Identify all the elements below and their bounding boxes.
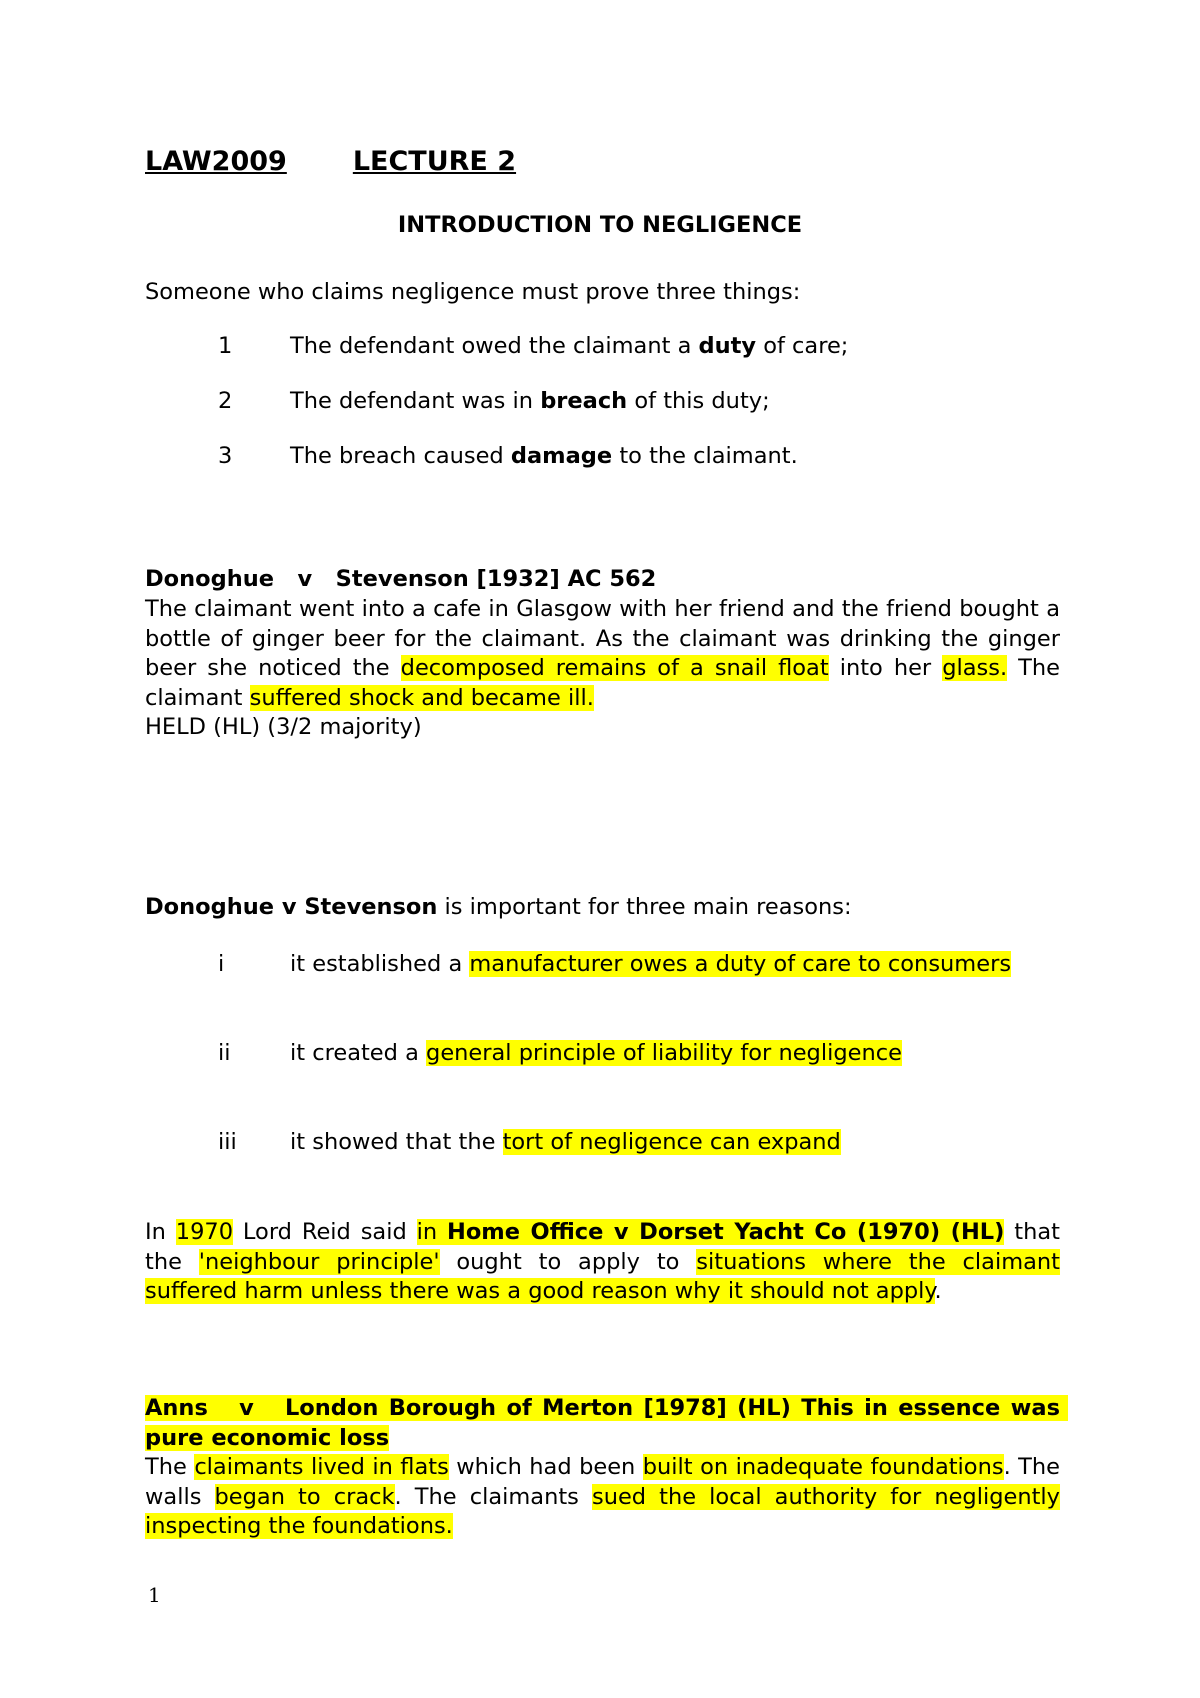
case-heading-anns: Anns v London Borough of Merton [1978] (HL) This in essence was pure economic loss	[145, 1395, 1068, 1451]
element-number: 2	[218, 388, 233, 414]
reason-text: it established a manufacturer owes a duty of care to consumers	[290, 951, 1012, 977]
reason-number: iii	[218, 1129, 237, 1155]
case-heading-donoghue: Donoghue v Stevenson [1932] AC 562	[145, 566, 657, 592]
anns-facts: The claimants lived in flats which had been built on inadequate foundations. The walls began to crack. The claimants sued the local authority for negligently inspecting the foundations.	[145, 1454, 1061, 1539]
donoghue-held: HELD (HL) (3/2 majority)	[145, 714, 422, 740]
donoghue-facts: The claimant went into a cafe in Glasgow with her friend and the friend bought a bottle of ginger beer for the claimant. As the claimant was drinking the ginger beer she noticed the decomposed remains of a snail float into her glass. The claimant suffered shock and became ill.	[145, 596, 1060, 711]
reason-number: i	[218, 951, 225, 977]
lecture-number: LECTURE 2	[352, 146, 517, 177]
home-office-paragraph: In 1970 Lord Reid said in Home Office v Dorset Yacht Co (1970) (HL) that the 'neighbour principle' ought to apply to situations where the claimant suffered harm unless there was a good reason why it should not apply.	[145, 1219, 1060, 1304]
element-number: 3	[218, 443, 233, 469]
element-number: 1	[218, 333, 233, 359]
intro-text: Someone who claims negligence must prove three things:	[145, 279, 801, 305]
element-text: The defendant owed the claimant a duty of care;	[290, 333, 849, 359]
element-text: The breach caused damage to the claimant.	[290, 443, 798, 469]
course-code: LAW2009	[145, 146, 287, 177]
reason-text: it showed that the tort of negligence can expand	[290, 1129, 841, 1155]
reason-text: it created a general principle of liability for negligence	[290, 1040, 902, 1066]
importance-intro: Donoghue v Stevenson is important for three main reasons:	[145, 894, 852, 920]
page-title: INTRODUCTION TO NEGLIGENCE	[397, 212, 803, 238]
element-text: The defendant was in breach of this duty;	[290, 388, 770, 414]
lecture-title-row	[145, 146, 516, 177]
reason-number: ii	[218, 1040, 231, 1066]
page-number: 1	[148, 1583, 161, 1607]
